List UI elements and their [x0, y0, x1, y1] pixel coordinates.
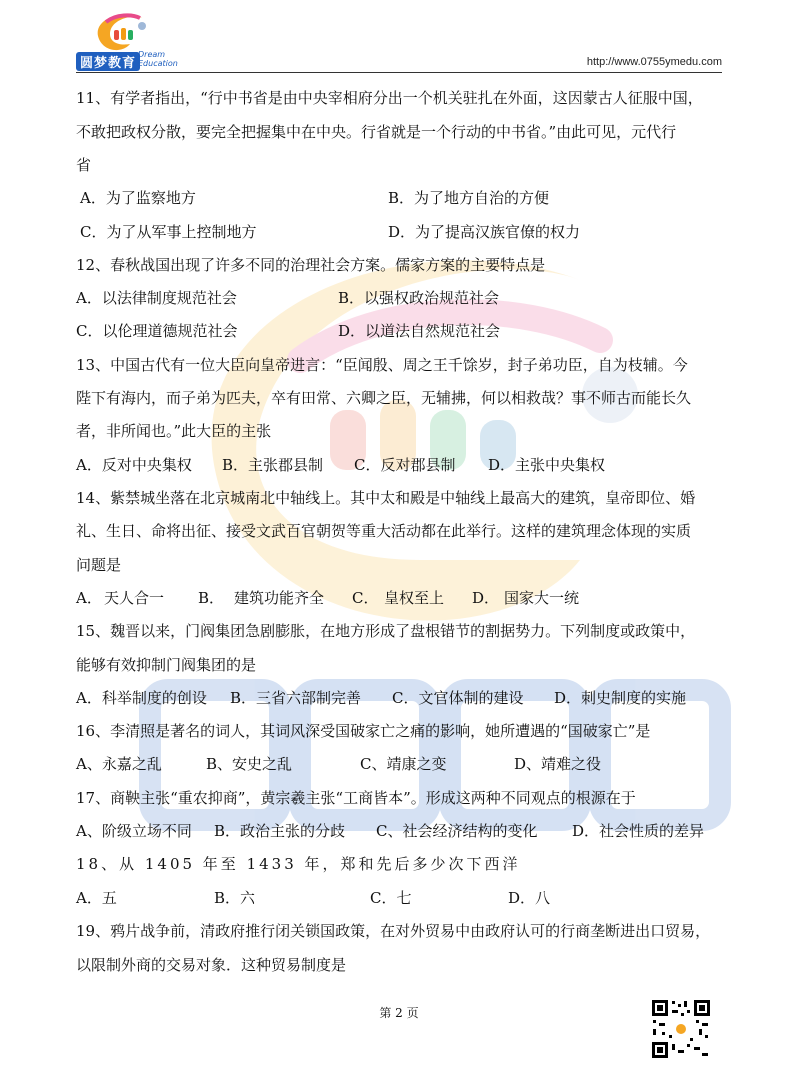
question-15-option-a: A．科举制度的创设: [76, 689, 207, 707]
logo-chinese-text: 圆梦教育: [76, 52, 140, 71]
logo-english-text: Dream Education: [138, 50, 178, 68]
question-19-line-1: 19、鸦片战争前，清政府推行闭关锁国政策，在对外贸易中由政府认可的行商垄断进出口贸易，: [76, 922, 711, 940]
question-15-line-2: 能够有效抑制门阀集团的是: [76, 656, 257, 674]
question-18-option-b: B．六: [214, 889, 256, 907]
question-13-option-a: A．反对中央集权: [76, 456, 192, 474]
header-divider: [76, 72, 722, 73]
question-14-line-1: 14、紫禁城坐落在北京城南北中轴线上。其中太和殿是中轴线上最高大的建筑，皇帝即位、婚: [76, 489, 696, 507]
question-11-option-a: A．为了监察地方: [80, 189, 196, 207]
question-13-line-2: 陛下有海内，而子弟为匹夫，卒有田常、六卿之臣，无辅拂，何以相救哉？事不师古而能长久: [76, 389, 692, 407]
question-13-option-d: D．主张中央集权: [488, 456, 606, 474]
header-url[interactable]: http://www.0755ymedu.com: [586, 56, 722, 68]
question-12-option-d: D．以道法自然规范社会: [338, 322, 501, 340]
page-number: 第 2 页: [379, 1006, 419, 1020]
question-18-option-d: D．八: [508, 889, 551, 907]
question-17-option-b: B．政治主张的分歧: [214, 822, 346, 840]
question-17-option-d: D．社会性质的差异: [572, 822, 705, 840]
question-14-option-c-letter: C．: [352, 589, 379, 607]
question-16-option-a: A、永嘉之乱: [76, 755, 162, 773]
question-11-line-3: 省: [76, 156, 92, 174]
question-14-option-a-letter: A．: [76, 589, 102, 607]
question-11-line-1: 11、有学者指出，“行中书省是由中央宰相府分出一个机关驻扎在外面，这因蒙古人征服中国，: [76, 89, 703, 107]
question-12-option-b: B．以强权政治规范社会: [338, 289, 500, 307]
question-14-option-c: 皇权至上: [384, 589, 445, 607]
question-12-option-c: C．以伦理道德规范社会: [76, 322, 238, 340]
question-12-line-1: 12、春秋战国出现了许多不同的治理社会方案。儒家方案的主要特点是: [76, 256, 546, 274]
question-14-option-a: 天人合一: [104, 589, 165, 607]
question-14-option-d: 国家大一统: [504, 589, 580, 607]
question-17-line-1: 17、商鞅主张“重农抑商”，黄宗羲主张“工商皆本”。形成这两种不同观点的根源在于: [76, 789, 636, 807]
question-13-option-b: B．主张郡县制: [222, 456, 324, 474]
question-11-option-b: B．为了地方自治的方便: [388, 189, 550, 207]
question-15-option-c: C．文官体制的建设: [392, 689, 524, 707]
question-17-option-c: C、社会经济结构的变化: [376, 822, 538, 840]
question-16-option-d: D、靖难之役: [514, 755, 602, 773]
question-14-option-b: 建筑功能齐全: [234, 589, 325, 607]
question-12-option-a: A．以法律制度规范社会: [76, 289, 237, 307]
question-18-option-a: A．五: [76, 889, 117, 907]
question-17-option-a: A、阶级立场不同: [76, 822, 192, 840]
question-14-line-2: 礼、生日、命将出征、接受文武百官朝贺等重大活动都在此举行。这样的建筑理念体现的实质: [76, 522, 692, 540]
question-15-option-d: D．刺史制度的实施: [554, 689, 687, 707]
question-11-option-d: D．为了提高汉族官僚的权力: [388, 223, 581, 241]
question-15-option-b: B．三省六部制完善: [230, 689, 362, 707]
question-11-option-c: C．为了从军事上控制地方: [80, 223, 257, 241]
question-14-line-3: 问题是: [76, 556, 122, 574]
question-14-option-d-letter: D．: [472, 589, 500, 607]
question-14-option-b-letter: B．: [198, 589, 225, 607]
question-13-line-1: 13、中国古代有一位大臣向皇帝进言：“臣闻殷、周之王千馀岁，封子弟功臣，自为枝辅。今: [76, 356, 688, 374]
question-16-option-c: C、靖康之变: [360, 755, 447, 773]
question-19-line-2: 以限制外商的交易对象．这种贸易制度是: [76, 956, 347, 974]
question-13-line-3: 者，非所闻也。”此大臣的主张: [76, 422, 272, 440]
qr-code-icon[interactable]: [650, 998, 712, 1060]
question-18-option-c: C．七: [370, 889, 412, 907]
question-16-line-1: 16、李清照是著名的词人，其词风深受国破家亡之痛的影响，她所遭遇的“国破家亡”是: [76, 722, 651, 740]
page-header: [0, 0, 798, 75]
question-13-option-c: C．反对郡县制: [354, 456, 456, 474]
question-18-line-1: 18、从 1405 年至 1433 年，郑和先后多少次下西洋: [76, 855, 521, 873]
question-15-line-1: 15、魏晋以来，门阀集团急剧膨胀，在地方形成了盘根错节的割据势力。下列制度或政策中，: [76, 622, 696, 640]
question-11-line-2: 不敢把政权分散，要完全把握集中在中央。行省就是一个行动的中书省。”由此可见，元代行: [76, 123, 677, 141]
question-16-option-b: B、安史之乱: [206, 755, 293, 773]
